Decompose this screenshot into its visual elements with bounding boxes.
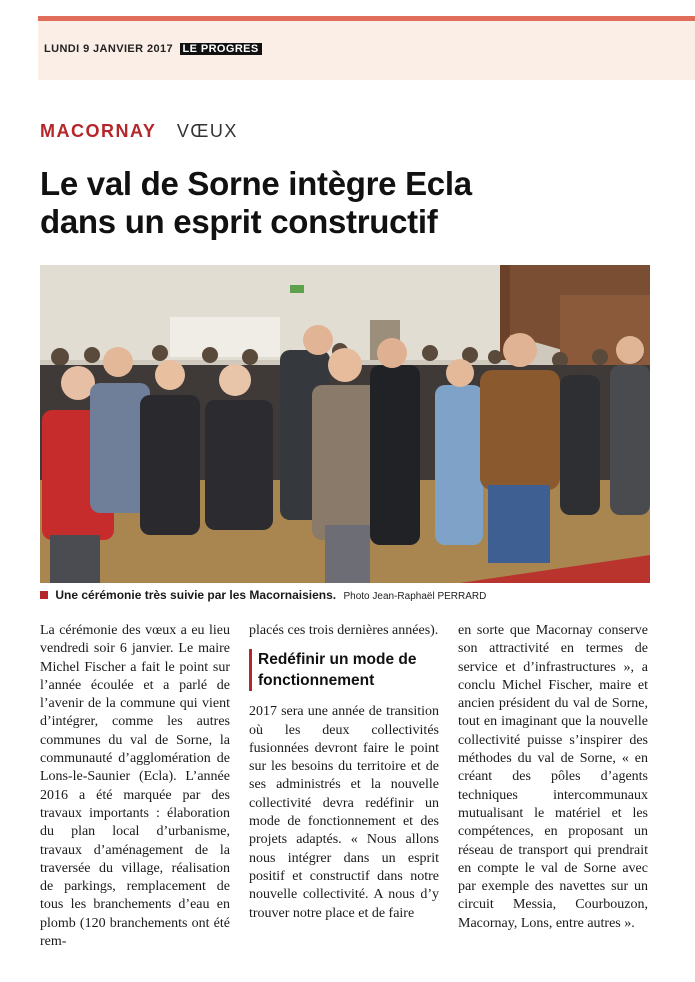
article-column-2: [249, 622, 439, 923]
photo-caption: [40, 588, 486, 602]
article-kicker: [40, 121, 238, 142]
photo-credit: Photo Jean-Raphaël PERRARD: [343, 591, 487, 602]
article-column-3: [458, 622, 648, 933]
column-2-body-text: 2017 sera une année de transition où les deux collectivités fusionnées devront faire le point sur les besoins du territoire et de ses administrés et la nouvelle collectivité devra redéfinir un mode de fonctionnement et des projets adaptés. « Nous allons nous intégrer dans un esprit positif et constructif dans notre nouvelle collectivité. A nous d’y trouver notre place et de faire: [249, 704, 439, 921]
ceremony-photo: [40, 265, 650, 583]
caption-bullet: [40, 591, 48, 599]
header-rule: [38, 16, 695, 21]
column-2-top-text: placés ces trois dernières années).: [249, 623, 439, 638]
column-3-text: en sorte que Macornay conserve son attractivité en termes de service et d’infrastructures », a conclu Michel Fischer, maire et ancien président du val de Sorne, tout en imaginant que la nouvelle collectivité puisse s’inspirer des méthodes du val de Sorne, « en créant des pôles d’agents techniques intercommunaux mutualisant le matériel et les compétences, en proposant un réseau de transport qui prendrait en compte le val de Sorne avec par exemple des navettes sur un circuit Messia, Courbouzon, Macornay, Lons, entre autres ».: [458, 623, 648, 931]
headline-line-2: dans un esprit constructif: [40, 203, 438, 240]
headline-line-1: Le val de Sorne intègre Ecla: [40, 165, 472, 202]
article-column-1: [40, 622, 230, 951]
topic-label: VŒUX: [176, 121, 238, 141]
issue-date: [44, 43, 262, 55]
caption-text: Une cérémonie très suivie par les Macornaisiens.: [55, 588, 337, 602]
newspaper-name: LE PROGRES: [180, 43, 262, 55]
column-1-text: La cérémonie des vœux a eu lieu vendredi soir 6 janvier. Le maire Michel Fischer a fait le point sur l’année écoulée et a parlé de l’avenir de la commune qui vient d’intégrer, comme les autres communes du val de Sorne, la communauté d’agglomération de Lons-le-Saunier (Ecla). L’année 2016 a été marquée par des travaux importants : élaboration du plan local d’urbanisme, travaux d’aménagement de la traversée du village, réalisation de parkings, remplacement de tous les branchements d’eau en plomb (120 branchements ont été rem-: [40, 623, 230, 950]
headline: [40, 165, 650, 241]
page-header-band: [38, 16, 695, 80]
subheading: Redéfinir un mode de fonctionnement: [249, 649, 439, 691]
location-label: MACORNAY: [40, 121, 157, 141]
crowd-illustration: [40, 265, 650, 583]
date-text: LUNDI 9 JANVIER 2017: [44, 43, 174, 55]
